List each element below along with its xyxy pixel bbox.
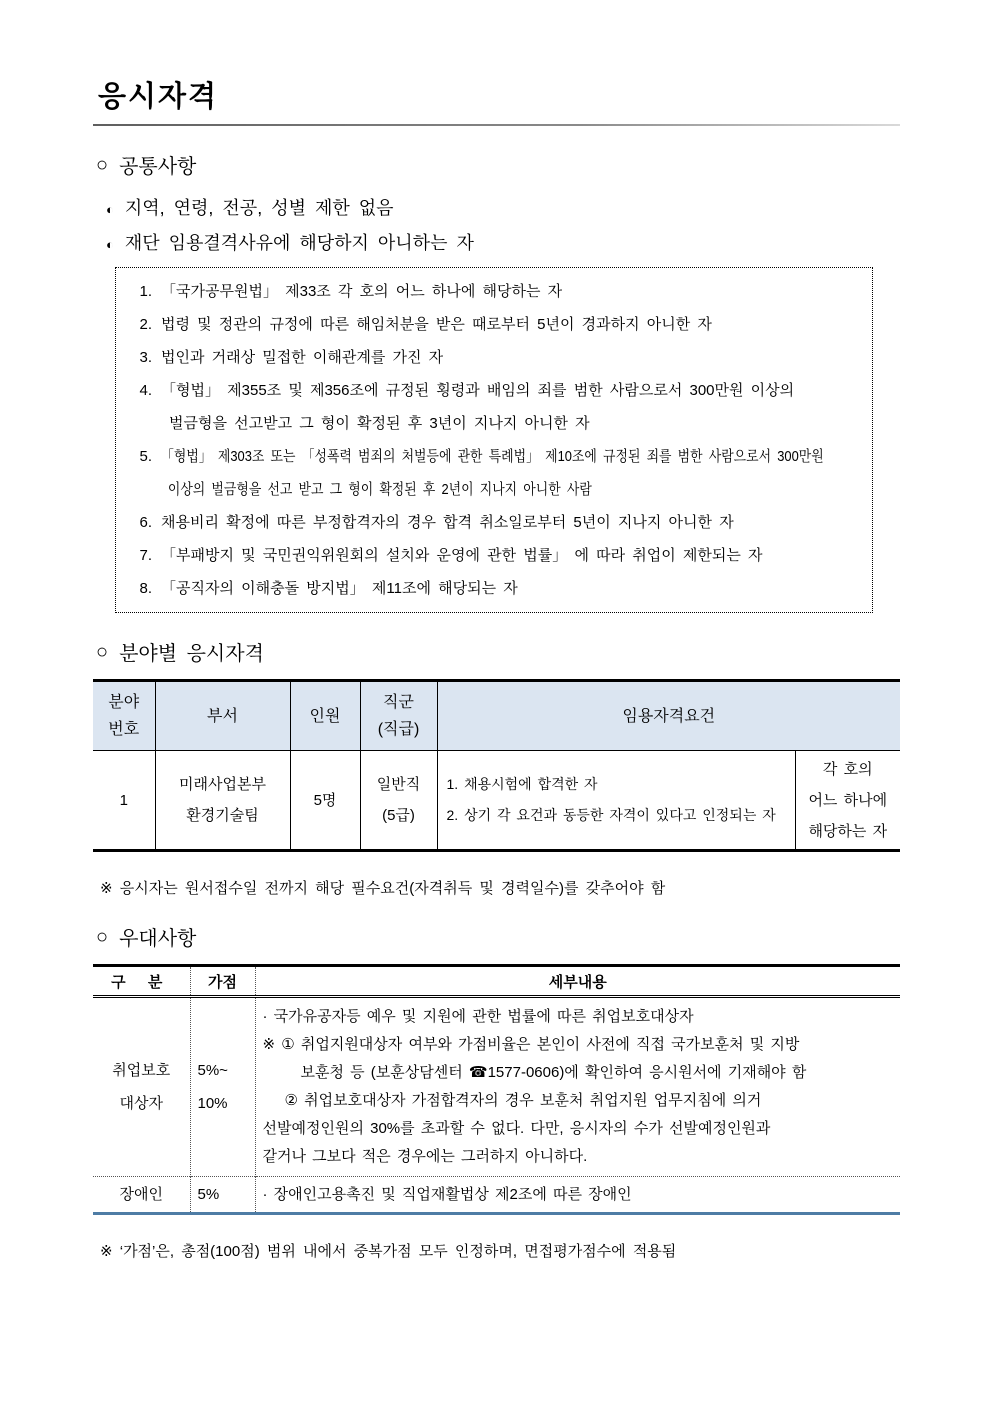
item-number: 7. (139, 547, 152, 564)
field-table-header-row (93, 681, 900, 751)
item-number: 2. (139, 316, 152, 333)
item-text: 법령 및 정관의 규정에 따른 해임처분을 받은 때로부터 5년이 경과하지 아니한 자 (161, 316, 712, 333)
cell-details: · 국가유공자등 예우 및 지원에 관한 법률에 따른 취업보호대상자 ※ ① 취업지원대상자 여부와 가점비율은 본인이 사전에 직접 국가보훈처 및 지방 보훈청 등 (보훈상담센터 ☎1577-0606)에 확인하여 응시원서에 기재해야 함 ② 취업보호대상자 가점합격자의 경우 보훈처 취업지원 업무지침에 의거 선발예정인원의 30%를 초과할 수 없다. 다만, 응시자의 수가 선발예정인원과 같거나 그보다 적은 경우에는 그러하지 아니하다. (262, 1008, 807, 1165)
preference-table-note: ※ ‘가점’은, 총점(100점) 범위 내에서 중복가점 모두 인정하며, 면접평가점수에 적용됨 (100, 1243, 677, 1260)
item-number: 3. (139, 349, 152, 366)
disqualification-item (125, 572, 863, 605)
half-circle-bullet-icon: ◐ (106, 202, 114, 217)
section-preference-heading (93, 922, 900, 951)
cell-count: 5명 (290, 751, 360, 851)
preference-table-header-row (93, 966, 900, 997)
section-common-title: 공통사항 (119, 156, 197, 178)
section-field-heading (93, 637, 900, 666)
section-preference-title: 우대사항 (119, 928, 197, 950)
cell-category: 장애인 (93, 1177, 190, 1214)
title-divider (93, 124, 900, 126)
section-preference (93, 922, 900, 1261)
item-text: 벌금형을 선고받고 그 형이 확정된 후 3년이 지나지 아니한 자 (169, 415, 590, 432)
item-text: 「부패방지 및 국민권익위원회의 설치와 운영에 관한 법률」 에 따라 취업이 제한되는 자 (161, 547, 763, 564)
item-text: 「공직자의 이해충돌 방지법」 제11조에 해당되는 자 (161, 580, 518, 597)
col-header-count: 인원 (290, 681, 360, 751)
disqualification-box (115, 267, 873, 613)
table-row-disabled (93, 1177, 900, 1214)
bullet-text: 재단 임용결격사유에 해당하지 아니하는 자 (124, 233, 474, 253)
cell-requirements-side-note: 각 호의 어느 하나에 해당하는 자 (795, 751, 900, 851)
item-number: 1. (139, 283, 152, 300)
field-table-note: ※ 응시자는 원서접수일 전까지 해당 필수요건(자격취득 및 경력일수)를 갖추어야 함 (100, 880, 666, 897)
cell-job-group: 일반직 (5급) (360, 751, 437, 851)
col-header-field-no: 분야 번호 (93, 681, 155, 751)
col-header-bonus: 가점 (190, 966, 255, 997)
disqualification-item (125, 506, 863, 539)
document-content (93, 74, 900, 1261)
col-header-category: 구 분 (93, 966, 190, 997)
item-text: 「형법」 제303조 또는 「성폭력 범죄의 처벌등에 관한 특례법」 제10조에 규정된 죄를 범한 사람으로서 300만원 (161, 448, 824, 465)
section-field-title: 분야별 응시자격 (119, 643, 264, 665)
bullet-text: 지역, 연령, 전공, 성별 제한 없음 (124, 198, 394, 218)
section-field (93, 637, 900, 898)
table-row-employment-protection (93, 997, 900, 1177)
cell-department: 미래사업본부 환경기술팀 (155, 751, 290, 851)
item-text: 「형법」 제355조 및 제356조에 규정된 횡령과 배임의 죄를 범한 사람으로서 300만원 이상의 (161, 382, 795, 399)
disqualification-item (125, 440, 863, 506)
section-common (93, 150, 900, 613)
table-row (93, 751, 900, 851)
item-text: 「국가공무원법」 제33조 각 호의 어느 하나에 해당하는 자 (161, 283, 563, 300)
common-bullet-list (93, 191, 900, 261)
page-title: 응시자격 (98, 81, 219, 113)
cell-bonus: 5% (190, 1177, 255, 1214)
item-number: 6. (139, 514, 152, 531)
field-table (93, 679, 900, 852)
cell-field-no: 1 (93, 751, 155, 851)
circle-marker-icon: ○ (96, 153, 109, 176)
col-header-department: 부서 (155, 681, 290, 751)
disqualification-item (125, 374, 863, 440)
item-text: 법인과 거래상 밀접한 이해관계를 가진 자 (161, 349, 444, 366)
circle-marker-icon: ○ (96, 640, 109, 663)
disqualification-item (125, 341, 863, 374)
item-number: 4. (139, 382, 152, 399)
disqualification-item (125, 275, 863, 308)
item-number: 8. (139, 580, 152, 597)
list-item (106, 226, 900, 261)
cell-bonus: 5%~ 10% (190, 997, 255, 1177)
col-header-job-group: 직군 (직급) (360, 681, 437, 751)
cell-requirements: 1. 채용시험에 합격한 자 2. 상기 각 요건과 동등한 자격이 있다고 인정되는 자 (437, 751, 795, 851)
cell-category: 취업보호 대상자 (93, 997, 190, 1177)
item-text: 채용비리 확정에 따른 부정합격자의 경우 합격 취소일로부터 5년이 지나지 아니한 자 (161, 514, 734, 531)
half-circle-bullet-icon: ◐ (106, 237, 114, 252)
item-number: 5. (139, 448, 152, 465)
col-header-requirements: 임용자격요건 (437, 681, 900, 751)
preference-table (93, 964, 900, 1215)
disqualification-item (125, 308, 863, 341)
item-text: 이상의 벌금형을 선고 받고 그 형이 확정된 후 2년이 지나지 아니한 사람 (167, 481, 592, 498)
col-header-details: 세부내용 (255, 966, 900, 997)
circle-marker-icon: ○ (96, 925, 109, 948)
disqualification-item (125, 539, 863, 572)
cell-details: · 장애인고용촉진 및 직업재활법상 제2조에 따른 장애인 (255, 1177, 900, 1214)
list-item (106, 191, 900, 226)
section-common-heading (93, 150, 900, 179)
